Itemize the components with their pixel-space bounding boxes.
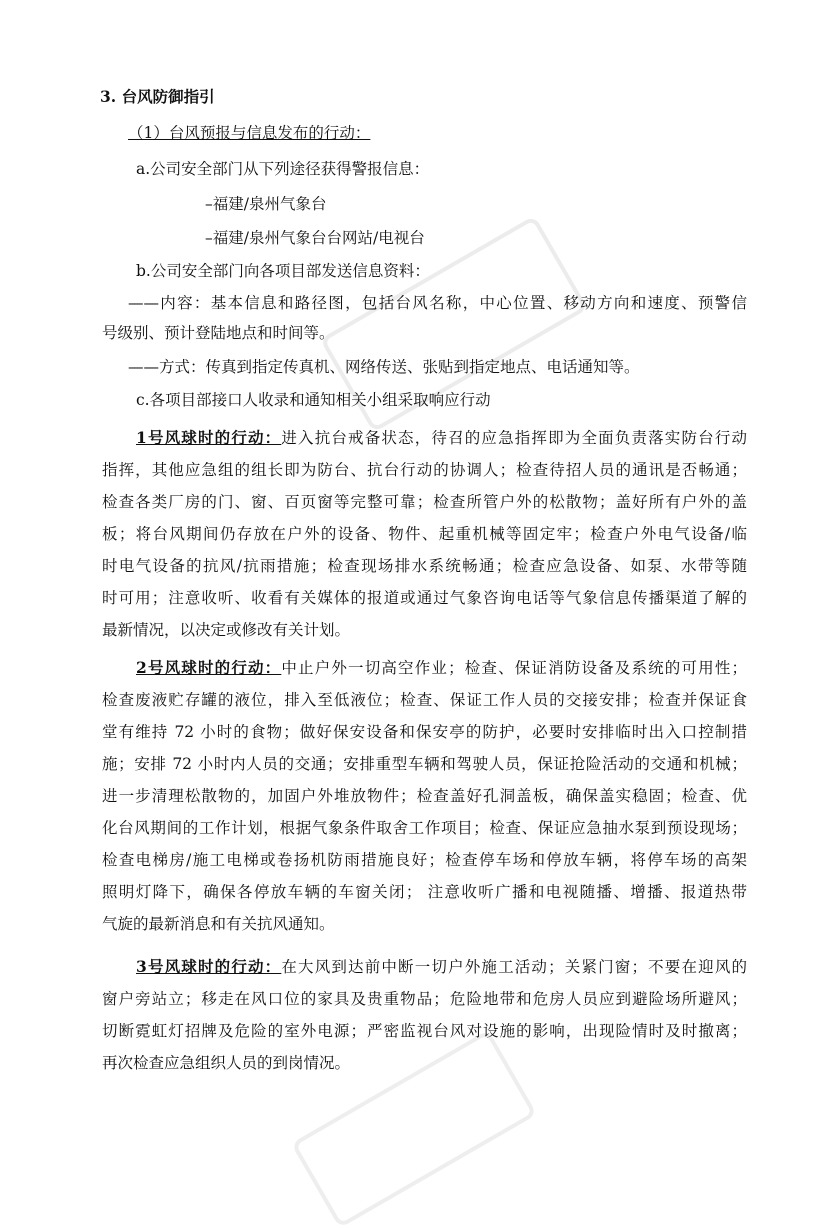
item-c: c.各项目部接口人收录和通知相关小组采取响应行动 [136,391,491,409]
subsection-heading: （1）台风预报与信息发布的行动： [128,124,371,142]
paragraph-line: 施；安排 72 小时内人员的交通；安排重型车辆和驾驶人员，保证抢险活动的交通和机械； [102,755,747,773]
section-heading [100,86,215,108]
signal2-paragraph-first-line [136,657,747,679]
item-b: b.公司安全部门向各项目部发送信息资料： [136,262,430,280]
signal3-paragraph-first-line [136,956,747,978]
section-number: 3. [100,87,117,106]
source-item: –福建/泉州气象台 [205,195,327,213]
paragraph-line: 照明灯降下，确保各停放车辆的车窗关闭； 注意收听广播和电视随播、增播、报道热带 [102,883,747,901]
paragraph-line: 化台风期间的工作计划，根据气象条件取舍工作项目；检查、保证应急抽水泵到预设现场； [102,819,747,837]
paragraph-line: 气旋的最新消息和有关抗风通知。 [102,915,335,933]
paragraph-line: 时电气设备的抗风/抗雨措施；检查现场排水系统畅通；检查应急设备、如泵、水带等随 [102,557,747,575]
paragraph-line: 检查各类厂房的门、窗、百页窗等完整可靠；检查所管户外的松散物；盖好所有户外的盖 [102,493,747,511]
item-a: a.公司安全部门从下列途径获得警报信息： [136,160,430,178]
signal3-label: 3号风球时的行动： [136,957,282,976]
paragraph-line: 在大风到达前中断一切户外施工活动；关紧门窗；不要在迎风的 [281,958,747,976]
content-line: 号级别、预计登陆地点和时间等。 [102,324,335,342]
signal1-paragraph-first-line [136,427,747,449]
content-line: ——内容：基本信息和路径图，包括台风名称，中心位置、移动方向和速度、预警信 [128,294,747,312]
section-title: 台风防御指引 [121,87,215,106]
method-line: ——方式：传真到指定传真机、网络传送、张贴到指定地点、电话通知等。 [128,358,640,376]
paragraph-line: 切断霓虹灯招牌及危险的室外电源；严密监视台风对设施的影响，出现险情时及时撤离； [102,1022,747,1040]
paragraph-line: 进一步清理松散物的，加固户外堆放物件；检查盖好孔洞盖板，确保盖实稳固；检查、优 [102,787,747,805]
paragraph-line: 进入抗台戒备状态，待召的应急指挥即为全面负责落实防台行动 [281,429,747,447]
paragraph-line: 板；将台风期间仍存放在户外的设备、物件、起重机械等固定牢；检查户外电气设备/临 [102,525,747,543]
paragraph-line: 中止户外一切高空作业；检查、保证消防设备及系统的可用性； [281,659,747,677]
paragraph-line: 再次检查应急组织人员的到岗情况。 [102,1054,351,1072]
paragraph-line: 堂有维持 72 小时的食物；做好保安设备和保安亭的防护，必要时安排临时出入口控制措 [102,723,747,741]
signal1-label: 1号风球时的行动： [136,428,282,447]
paragraph-line: 指挥，其他应急组的组长即为防台、抗台行动的协调人；检查待招人员的通讯是否畅通； [102,461,747,479]
paragraph-line: 检查废液贮存罐的液位，排入至低液位；检查、保证工作人员的交接安排；检查并保证食 [102,691,747,709]
signal2-label: 2号风球时的行动： [136,658,282,677]
paragraph-line: 时可用；注意收听、收看有关媒体的报道或通过气象咨询电话等气象信息传播渠道了解的 [102,589,747,607]
paragraph-line: 检查电梯房/施工电梯或卷扬机防雨措施良好；检查停车场和停放车辆，将停车场的高架 [102,851,747,869]
source-item: –福建/泉州气象台台网站/电视台 [205,229,425,247]
paragraph-line: 窗户旁站立；移走在风口位的家具及贵重物品；危险地带和危房人员应到避险场所避风； [102,990,747,1008]
paragraph-line: 最新情况，以决定或修改有关计划。 [102,621,351,639]
